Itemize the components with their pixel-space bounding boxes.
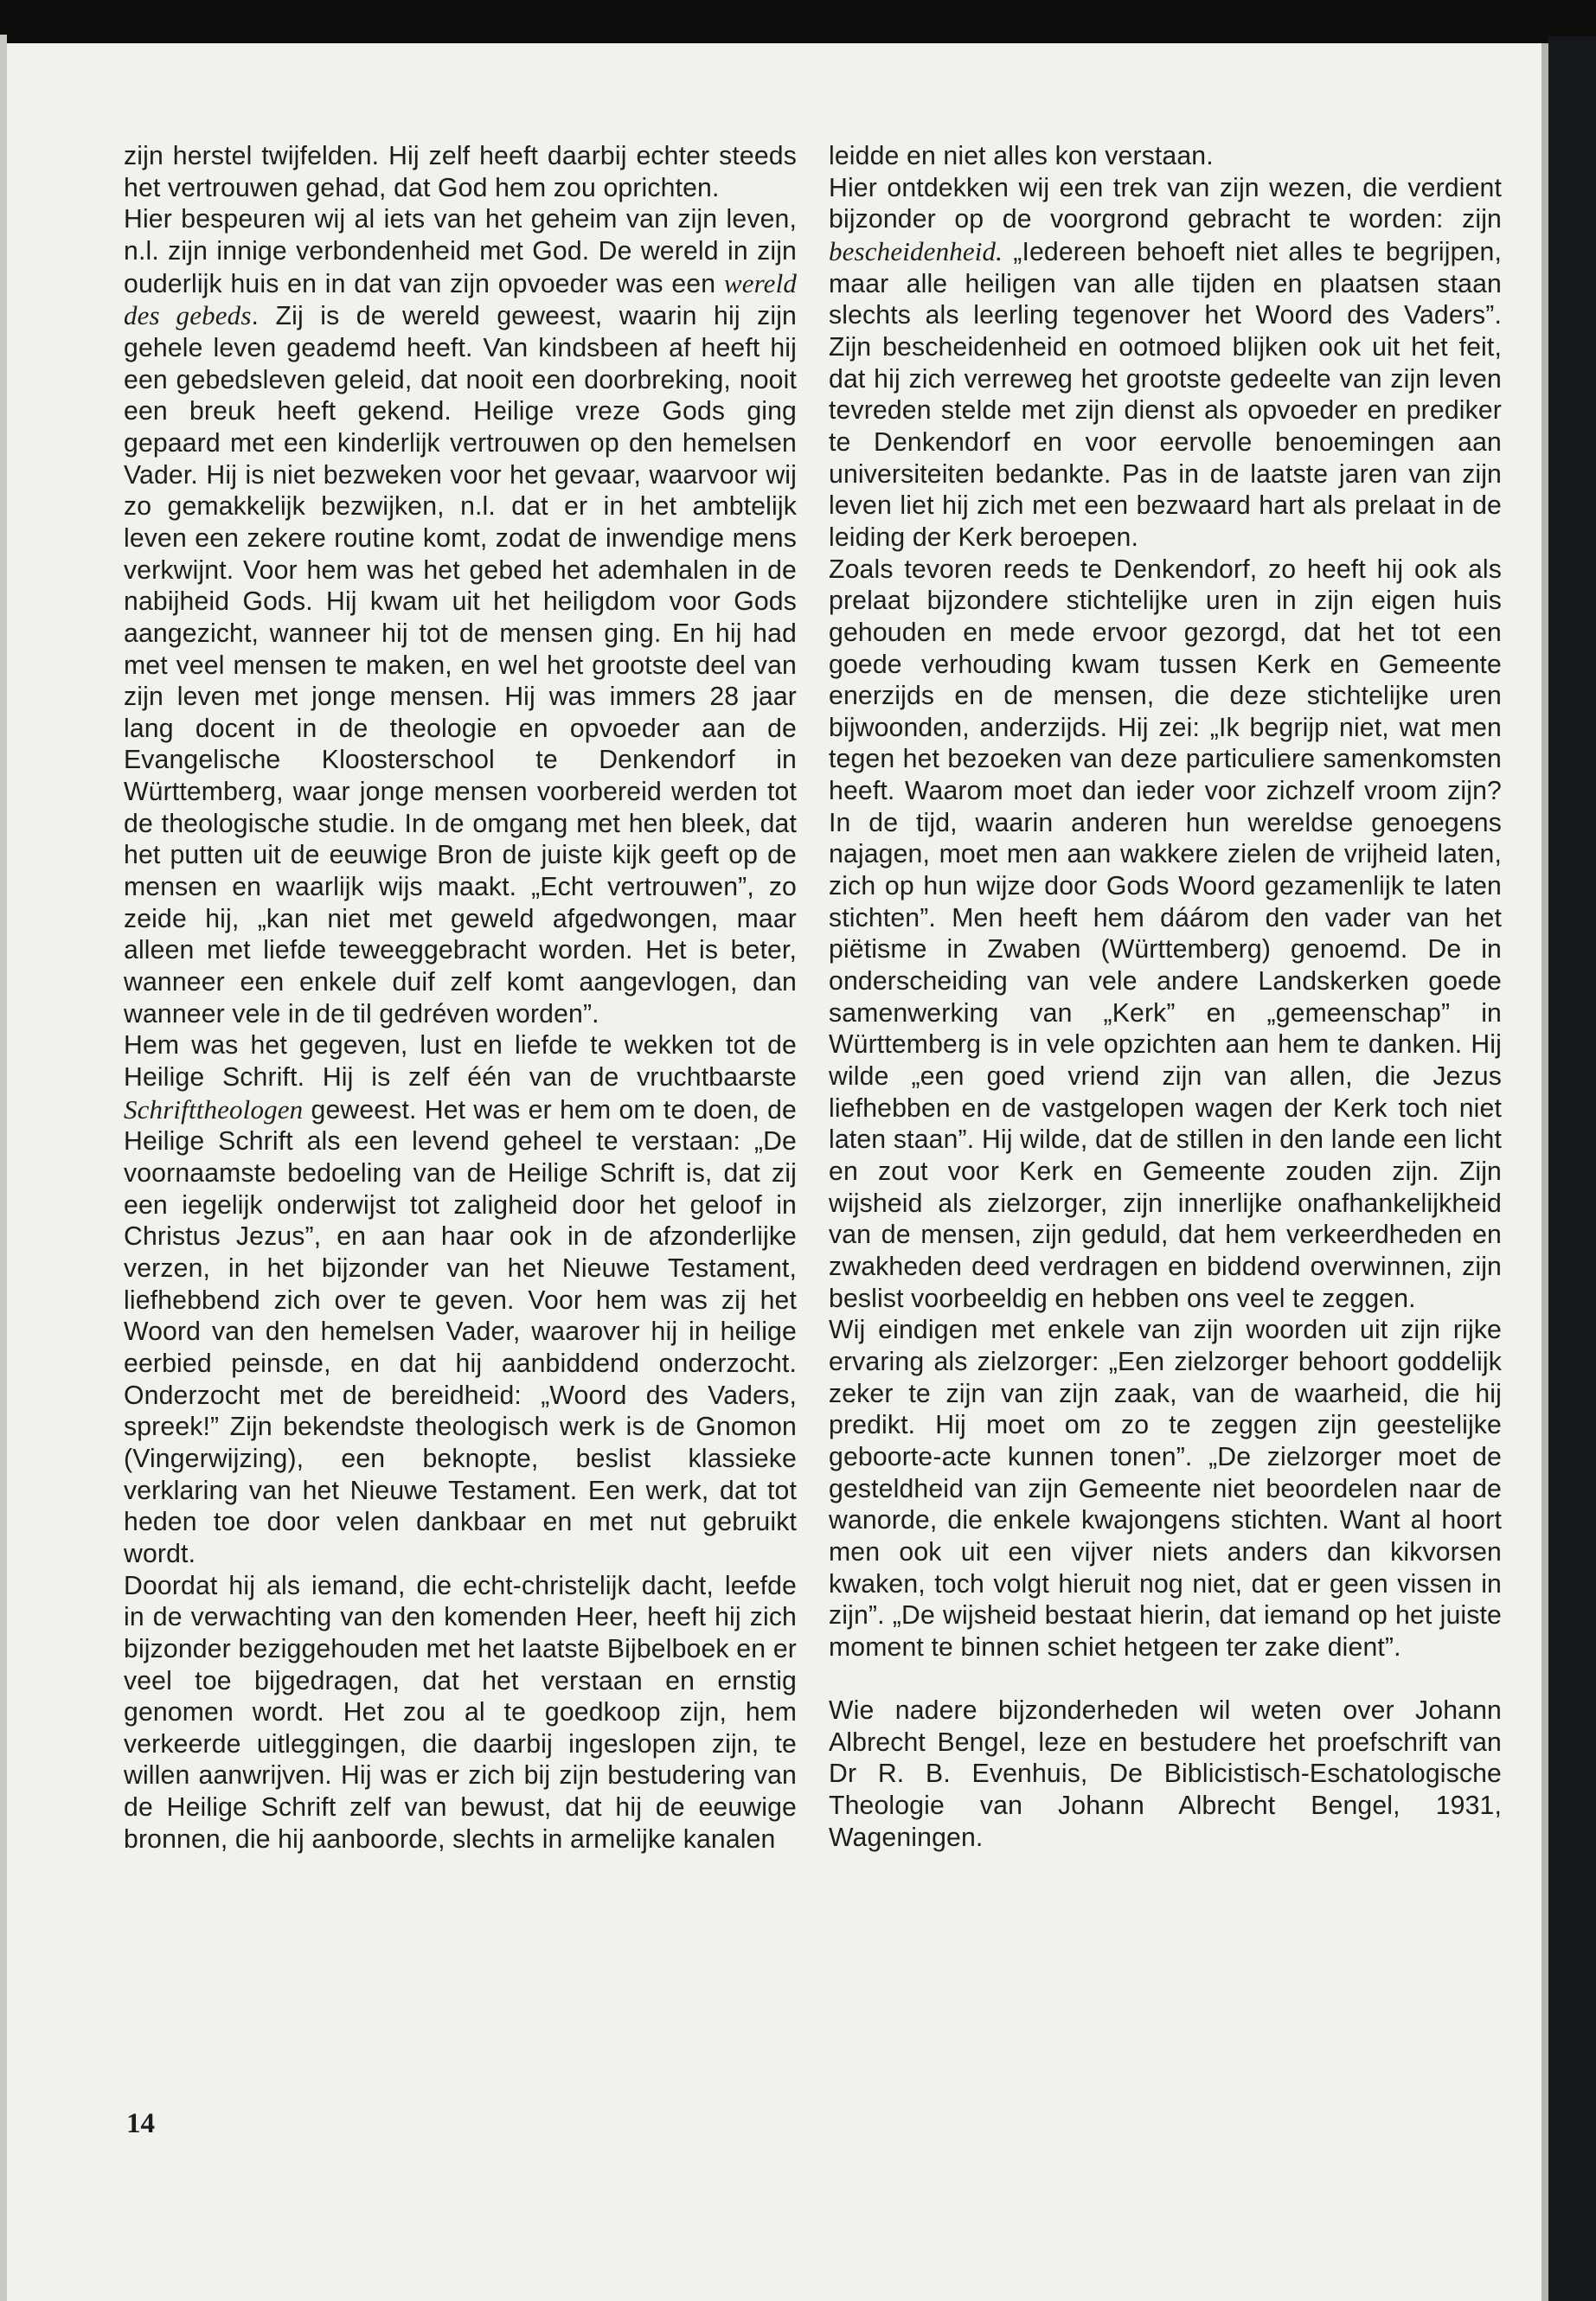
page-number: 14 [126,2108,155,2139]
paragraph-text: geweest. Het was er hem om te doen, de Heilige Schrift als een levend geheel te verstaan: „De voornaamste bedoeling van de Heilige Schrift is, dat zij een iegelijk onderwijst tot zaligheid door het geloof in Christus Jezus”, en aan haar ook in de afzonderlijke verzen, in het bijzonder van het Nieuwe Testament, liefhebbend zich over te geven. Voor hem was zij het Woord van den hemelsen Vader, waarover hij in heilige eerbied peinsde, en dat hij aanbiddend onderzocht. Onderzocht met de bereidheid: „Woord des Vaders, spreek!” Zijn bekendste theologisch werk is de Gnomon (Vingerwijzing), een beknopte, beslist klassieke verklaring van het Nieuwe Testament. Een werk, dat tot heden toe door velen dankbaar en met nut gebruikt wordt. [124,1095,797,1568]
emphasized-text: wereld des gebeds [124,267,797,331]
scan-border-right [1548,36,1596,2301]
paragraph-text: leidde en niet alles kon verstaan. [829,142,1214,170]
paragraph-text: Zoals tevoren reeds te Denkendorf, zo heeft hij ook als prelaat bijzondere stichtelijke uren in zijn eigen huis gehouden en mede ervoor gezorgd, dat het tot een goede verhouding kwam tussen Kerk en Gemeente enerzijds en de mensen, die deze stichtelijke uren bijwoonden, anderzijds. Hij zei: „Ik begrijp niet, wat men tegen het bezoeken van deze particuliere samenkomsten heeft. Waarom moet dan ieder voor zichzelf vroom zijn? In de tijd, waarin anderen hun wereldse genoegens najagen, moet men aan wakkere zielen de vrijheid laten, zich op hun wijze door Gods Woord gezamenlijk te laten stichten”. Men heeft hem dáárom den vader van het piëtisme in Zwaben (Württemberg) genoemd. De in onderscheiding van vele andere Landskerken goede samenwerking van „Kerk” en „gemeenschap” in Württemberg is in vele opzichten aan hem te danken. Hij wilde „een goed vriend zijn van allen, die Jezus liefhebben en de vastgelopen wagen der Kerk toch niet laten staan”. Hij wilde, dat de stillen in den lande een licht en zout voor Kerk en Gemeente zouden zijn. Zijn wijsheid als zielzorger, zijn innerlijke onafhankelijkheid van de mensen, zijn geduld, dat hem verkeerdheden en zwakheden deed verdragen en biddend overwinnen, zijn beslist voorbeeldig en hebben ons veel te zeggen. [829,554,1502,1313]
emphasized-text: Schrifttheologen [124,1093,304,1125]
paragraph-text: Wij eindigen met enkele van zijn woorden uit zijn rijke ervaring als zielzorger: „Een zielzorger behoort goddelijk zeker te zijn van zijn zaak, van de waarheid, die hij predikt. Hij moet om zo te zeggen zijn geestelijke geboorte-acte kunnen tonen”. „De zielzorger moet de gesteldheid van zijn Gemeente niet beoordelen naar de wanorde, die enkele kwajongens stichten. Want al hoort men ook uit een vijver niets anders dan kikvorsen kwaken, toch volgt hieruit nog niet, dat er geen vissen in zijn”. „De wijsheid bestaat hierin, dat iemand op het juiste moment te binnen schiet hetgeen ter zake dient”. [829,1316,1502,1662]
paragraph-text: Wie nadere bijzonderheden wil weten over Johann Albrecht Bengel, leze en bestudere het proefschrift van Dr R. B. Evenhuis, De Biblicistisch-Eschatologische Theologie van Johann Albrecht Bengel, 1931, Wageningen. [829,1696,1502,1852]
left-column [124,141,797,1856]
right-column-paragraph [829,1315,1502,1663]
scan-border-left [0,35,7,2301]
paragraph-text: Hier ontdekken wij een trek van zijn wezen, die verdient bijzonder op de voorgrond gebracht te worden: zijn [829,173,1502,234]
right-column [829,141,1502,1854]
emphasized-text: bescheidenheid. [829,235,1003,266]
right-column-paragraph [829,554,1502,1316]
right-column-paragraph [829,141,1502,173]
paragraph-text: Doordat hij als iemand, die echt-christelijk dacht, leefde in de verwachting van den komenden Heer, heeft hij zich bijzonder beziggehouden met het laatste Bijbelboek en er veel toe bijgedragen, dat het verstaan en ernstig genomen wordt. Het zou al te goedkoop zijn, hem verkeerde uitleggingen, die daarbij ingeslopen zijn, te willen aanwrijven. Hij was er zich bij zijn bestudering van de Heilige Schrift zelf van bewust, dat hij de eeuwige bronnen, die hij aanboorde, slechts in armelijke kanalen [124,1571,797,1854]
right-column-paragraph [829,173,1502,554]
paragraph-text: Hem was het gegeven, lust en liefde te wekken tot de Heilige Schrift. Hij is zelf één van de vruchtbaarste [124,1031,797,1093]
paragraph-spacer [829,1664,1502,1696]
left-column-paragraph [124,141,797,204]
left-column-paragraph [124,1030,797,1570]
paragraph-text: zijn herstel twijfelden. Hij zelf heeft daarbij echter steeds het vertrouwen gehad, dat God hem zou oprichten. [124,142,797,202]
paragraph-text: Hier bespeuren wij al iets van het geheim van zijn leven, n.l. zijn innige verbondenheid met God. De wereld in zijn ouderlijk huis en in dat van zijn opvoeder was een [124,205,797,298]
left-column-paragraph [124,1571,797,1856]
scan-border-top [0,0,1596,43]
left-column-paragraph [124,204,797,1030]
paragraph-text: . Zij is de wereld geweest, waarin hij zijn gehele leven geademd heeft. Van kindsbeen af heeft hij een gebedsleven geleid, dat nooit een doorbreking, nooit een breuk heeft gekend. Heilige vreze Gods ging gepaard met een kinderlijk vertrouwen op den hemelsen Vader. Hij is niet bezweken voor het gevaar, waarvoor wij zo gemakkelijk bezwijken, n.l. dat er in het ambtelijk leven een zekere routine komt, zodat de inwendige mens verkwijnt. Voor hem was het gebed het ademhalen in de nabijheid Gods. Hij kwam uit het heiligdom voor Gods aangezicht, wanneer hij tot de mensen ging. En hij had met veel mensen te maken, en wel het grootste deel van zijn leven met jonge mensen. Hij was immers 28 jaar lang docent in de theologie en opvoeder aan de Evangelische Kloosterschool te Denkendorf in Württemberg, waar jonge mensen voorbereid werden tot de theologische studie. In de omgang met hen bleek, dat het putten uit de eeuwige Bron de juiste kijk geeft op de mensen en waarlijk wijs maakt. „Echt vertrouwen”, zo zeide hij, „kan niet met geweld afgedwongen, maar alleen met liefde teweeggebracht worden. Het is beter, wanneer een enkele duif zelf komt aangevlogen, dan wanneer vele in de til gedréven worden”. [124,302,797,1029]
right-column-paragraph [829,1695,1502,1854]
paragraph-text: „Iedereen behoeft niet alles te begrijpen, maar alle heiligen van alle tijden en plaatsen staan slechts als leerling tegenover het Woord des Vaders”. Zijn bescheidenheid en ootmoed blijken ook uit het feit, dat hij zich verreweg het grootste gedeelte van zijn leven tevreden stelde met zijn dienst als opvoeder en prediker te Denkendorf en voor eervolle benoemingen aan universiteiten bedankte. Pas in de laatste jaren van zijn leven liet hij zich met een bezwaard hart als prelaat in de leiding der Kerk beroepen. [829,237,1502,552]
